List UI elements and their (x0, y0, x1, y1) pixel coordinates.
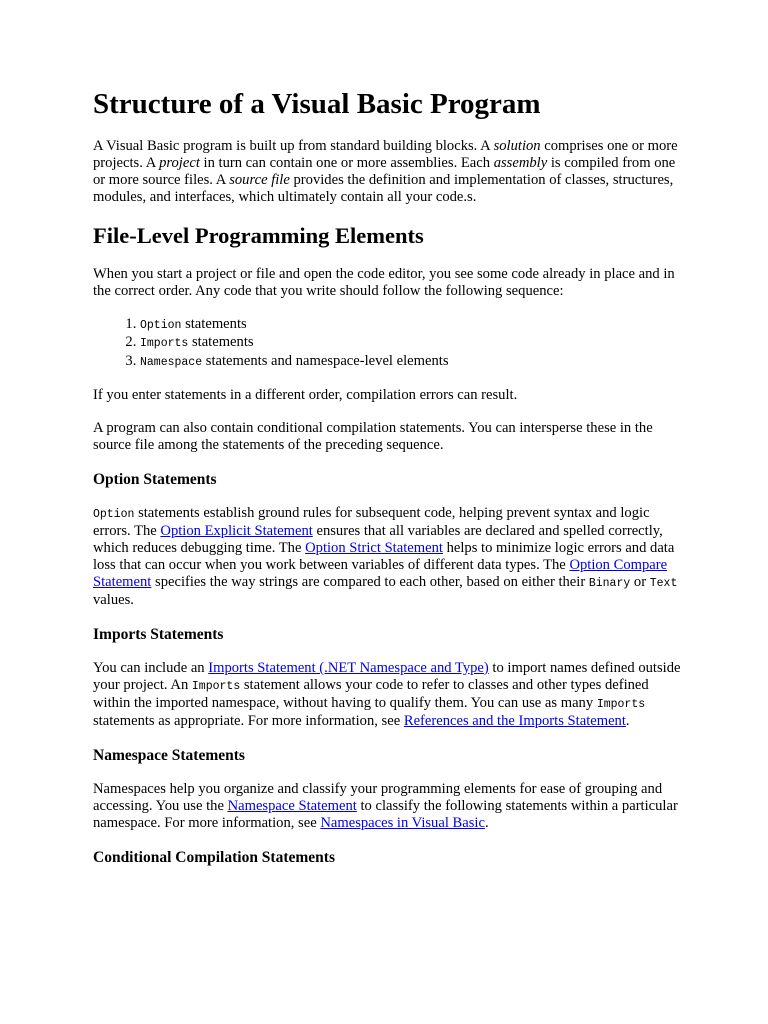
section-heading-file-level: File-Level Programming Elements (93, 223, 424, 248)
code-option: Option (93, 507, 135, 521)
list-item (140, 316, 683, 334)
option-paragraph (93, 505, 683, 609)
section-heading-namespace: Namespace Statements (93, 746, 245, 764)
term-assembly: assembly (493, 155, 548, 171)
namespace-text: . (484, 814, 489, 831)
code-text: Text (649, 576, 678, 590)
option-text: statements establish ground rules for subsequent code, helping prevent syntax and logic errors. The (93, 504, 650, 539)
document-page (93, 86, 683, 883)
code-binary: Binary (588, 576, 631, 590)
list-item-text: statements and namespace-level elements (202, 352, 449, 369)
order-warning-paragraph: If you enter statements in a different order, compilation errors can result. (93, 386, 518, 403)
option-text: helps to minimize logic errors and data loss that can occur when you work between variables of different data types. The (93, 539, 675, 573)
namespace-paragraph (93, 781, 683, 832)
imports-text: to import names defined outside your project. An (93, 659, 681, 693)
file-level-paragraph: When you start a project or file and open the code editor, you see some code already in place and in the correct order. Any code that you write should follow the following sequence: (93, 266, 675, 299)
namespace-statement-link[interactable]: Namespace Statement (227, 797, 357, 814)
namespace-text: to classify the following statements within a particular namespace. For more information, see (93, 797, 678, 831)
list-item (140, 334, 683, 352)
intro-text: in turn can contain one or more assemblies. Each (199, 155, 494, 171)
namespace-text: Namespaces help you organize and classify your programming elements for ease of grouping and accessing. You use the (93, 780, 663, 814)
option-explicit-link[interactable]: Option Explicit Statement (160, 522, 313, 539)
code-option: Option (140, 319, 182, 332)
code-imports: Imports (140, 337, 189, 351)
conditional-intro-paragraph: A program can also contain conditional compilation statements. You can intersperse these in the source file among the statements of the preceding sequence. (93, 419, 653, 453)
intro-paragraph (93, 138, 683, 206)
code-imports: Imports (191, 679, 241, 693)
section-heading-imports: Imports Statements (93, 625, 224, 643)
option-text: or (630, 573, 650, 590)
intro-text: provides the definition and implementation of classes, structures, modules, and interfaces, which ultimately contain all your code.s. (93, 172, 674, 205)
statement-order-list (93, 316, 683, 371)
option-text: ensures that all variables are declared and spelled correctly, which reduces debugging time. The (93, 522, 663, 556)
option-text: values. (93, 591, 134, 608)
imports-statement-link[interactable]: Imports Statement (.NET Namespace and Type) (208, 659, 489, 676)
intro-text: A Visual Basic program is built up from standard building blocks. A (93, 138, 494, 154)
term-source-file: source file (229, 172, 290, 188)
option-text: specifies the way strings are compared to each other, based on either their (151, 573, 589, 590)
list-item-text: statements (188, 334, 254, 351)
intro-text: is compiled from one or more source files. A (93, 155, 676, 188)
imports-text: statements as appropriate. For more information, see (93, 712, 404, 729)
code-imports: Imports (596, 697, 646, 711)
option-strict-link[interactable]: Option Strict Statement (305, 539, 443, 556)
references-imports-link[interactable]: References and the Imports Statement (403, 712, 626, 729)
intro-text: comprises one or more projects. A (93, 138, 678, 171)
imports-text: statement allows your code to refer to classes and other types defined within the imported namespace, without having to qualify them. You can use as many (93, 676, 649, 711)
imports-text: You can include an (93, 659, 209, 676)
imports-paragraph (93, 660, 683, 730)
term-solution: solution (493, 138, 541, 154)
imports-text: . (625, 712, 630, 729)
page-title: Structure of a Visual Basic Program (93, 88, 541, 120)
section-heading-option: Option Statements (93, 470, 217, 488)
list-item-text: statements (181, 316, 247, 332)
section-heading-conditional: Conditional Compilation Statements (93, 848, 335, 866)
term-project: project (159, 155, 200, 171)
namespaces-vb-link[interactable]: Namespaces in Visual Basic (320, 814, 485, 831)
code-namespace: Namespace (140, 355, 203, 369)
list-item (140, 353, 683, 371)
option-compare-link[interactable]: Option Compare Statement (93, 556, 668, 590)
